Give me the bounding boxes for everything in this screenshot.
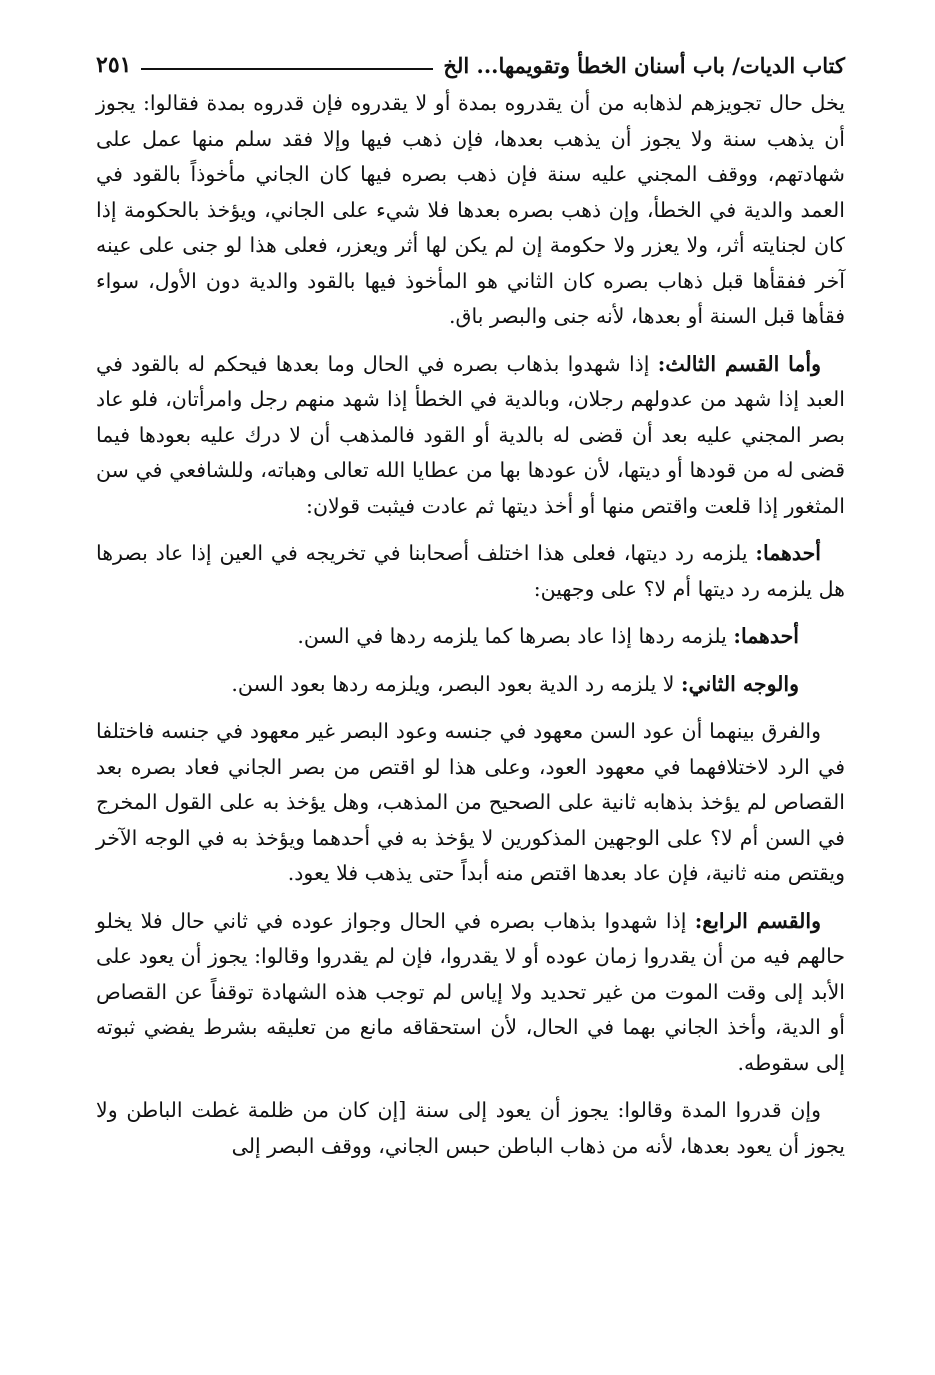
section-heading: والوجه الثاني:	[681, 671, 799, 696]
paragraph	[96, 347, 845, 525]
paragraph-text: إذا شهدوا بذهاب بصره في الحال وجواز عوده في ثاني حال فلا يخلو حالهم فيه من أن يقدروا زمان عوده أو لا يقدروا، فإن لم يقدروا وقالوا: يجوز أن يعود على الأبد إلى وقت الموت من غير تحديد ولا إياس لم توجب هذه الشهادة توقفاً عن القصاص أو الدية، وأخذ الجاني بهما في الحال، لأن استحقاقه مانع من تعليقه بشرط يفضي ثبوته إلى سقوطه.	[96, 908, 845, 1075]
paragraph-text: لا يلزمه رد الدية بعود البصر، ويلزمه ردها بعود السن.	[231, 671, 675, 696]
section-heading: وأما القسم الثالث:	[657, 351, 821, 376]
running-header	[96, 52, 845, 78]
paragraph	[96, 86, 845, 335]
paragraph	[96, 1093, 845, 1164]
paragraph	[96, 619, 845, 655]
page-number: ٢٥١	[96, 52, 132, 78]
header-rule	[141, 68, 433, 70]
paragraph-text: والفرق بينهما أن عود السن معهود في جنسه وعود البصر غير معهود في جنسه فاختلفا في الرد لاختلافهما في معهود العود، وعلى هذا لو اقتص من بصر الجاني فعاد بصره بعد القصاص لم يؤخذ بذهابه ثانية على الصحيح من المذهب، وهل يؤخذ به على القول المخرج في السن أم لا؟ على الوجهين المذكورين لا يؤخذ به في أحدهما ويؤخذ به في الوجه الآخر ويقتص منه ثانية، فإن عاد بعدها اقتص منه أبداً حتى يذهب فلا يعود.	[96, 719, 845, 885]
header-title: كتاب الديات/ باب أسنان الخطأ وتقويمها... الخ	[443, 52, 845, 78]
section-heading: والقسم الرابع:	[694, 908, 821, 933]
paragraph-text: يلزمه رد ديتها، فعلى هذا اختلف أصحابنا في تخريجه في العين إذا عاد بصرها هل يلزمه رد ديتها أم لا؟ على وجهين:	[96, 541, 845, 601]
section-heading: أحدهما:	[755, 541, 821, 565]
paragraph-text: يلزمه ردها إذا عاد بصرها كما يلزمه ردها في السن.	[297, 624, 727, 648]
paragraph-text: يخل حال تجويزهم لذهابه من أن يقدروه بمدة أو لا يقدروه فإن قدروه بمدة فقالوا: يجوز أن يذهب سنة ولا يجوز أن يذهب بعدها، فإن ذهب فيها وإلا فقد سلم منها عمل على شهادتهم، ووقف المجني عليه سنة فإن ذهب بصره فيها كان الجاني مأخوذاً بالقود في العمد والدية في الخطأ، وإن ذهب بصره بعدها فلا شيء على الجاني، ويؤخذ بالحكومة إذا كان لجنايته أثر، ولا يعزر ولا حكومة إن لم يكن لها أثر ويعزر، فعلى هذا لو جنى على عينه آخر ففقأها قبل ذهاب بصره كان الثاني هو المأخوذ فيها بالقود والدية دون الأول، سواء فقأها قبل السنة أو بعدها، لأنه جنى والبصر باق.	[96, 91, 845, 328]
paragraph	[96, 714, 845, 892]
page-body	[96, 86, 845, 1176]
paragraph	[96, 904, 845, 1082]
paragraph-text: إذا شهدوا بذهاب بصره في الحال وما بعدها فيحكم له بالقود في العبد إذا شهد من عدولهم رجلان، وبالدية في الخطأ إذا شهد منهم رجل وامرأتان، فلو عاد بصر المجني عليه بعد أن قضى له بالدية أو القود فالمذهب أن لا درك عليه بعودها فيما قضى له من قودها أو ديتها، لأن عودها بها من عطايا الله تعالى وهباته، وللشافعي في سن المثغور إذا قلعت واقتص منها أو أخذ ديتها ثم عادت فيثبت قولان:	[96, 351, 845, 518]
paragraph	[96, 536, 845, 607]
paragraph	[96, 667, 845, 703]
paragraph-text: وإن قدروا المدة وقالوا: يجوز أن يعود إلى سنة [إن كان من ظلمة غطت الباطن ولا يجوز أن يعود بعدها، لأنه من ذهاب الباطن حبس الجاني، ووقف البصر إلى	[96, 1098, 845, 1158]
section-heading: أحدهما:	[733, 624, 799, 648]
